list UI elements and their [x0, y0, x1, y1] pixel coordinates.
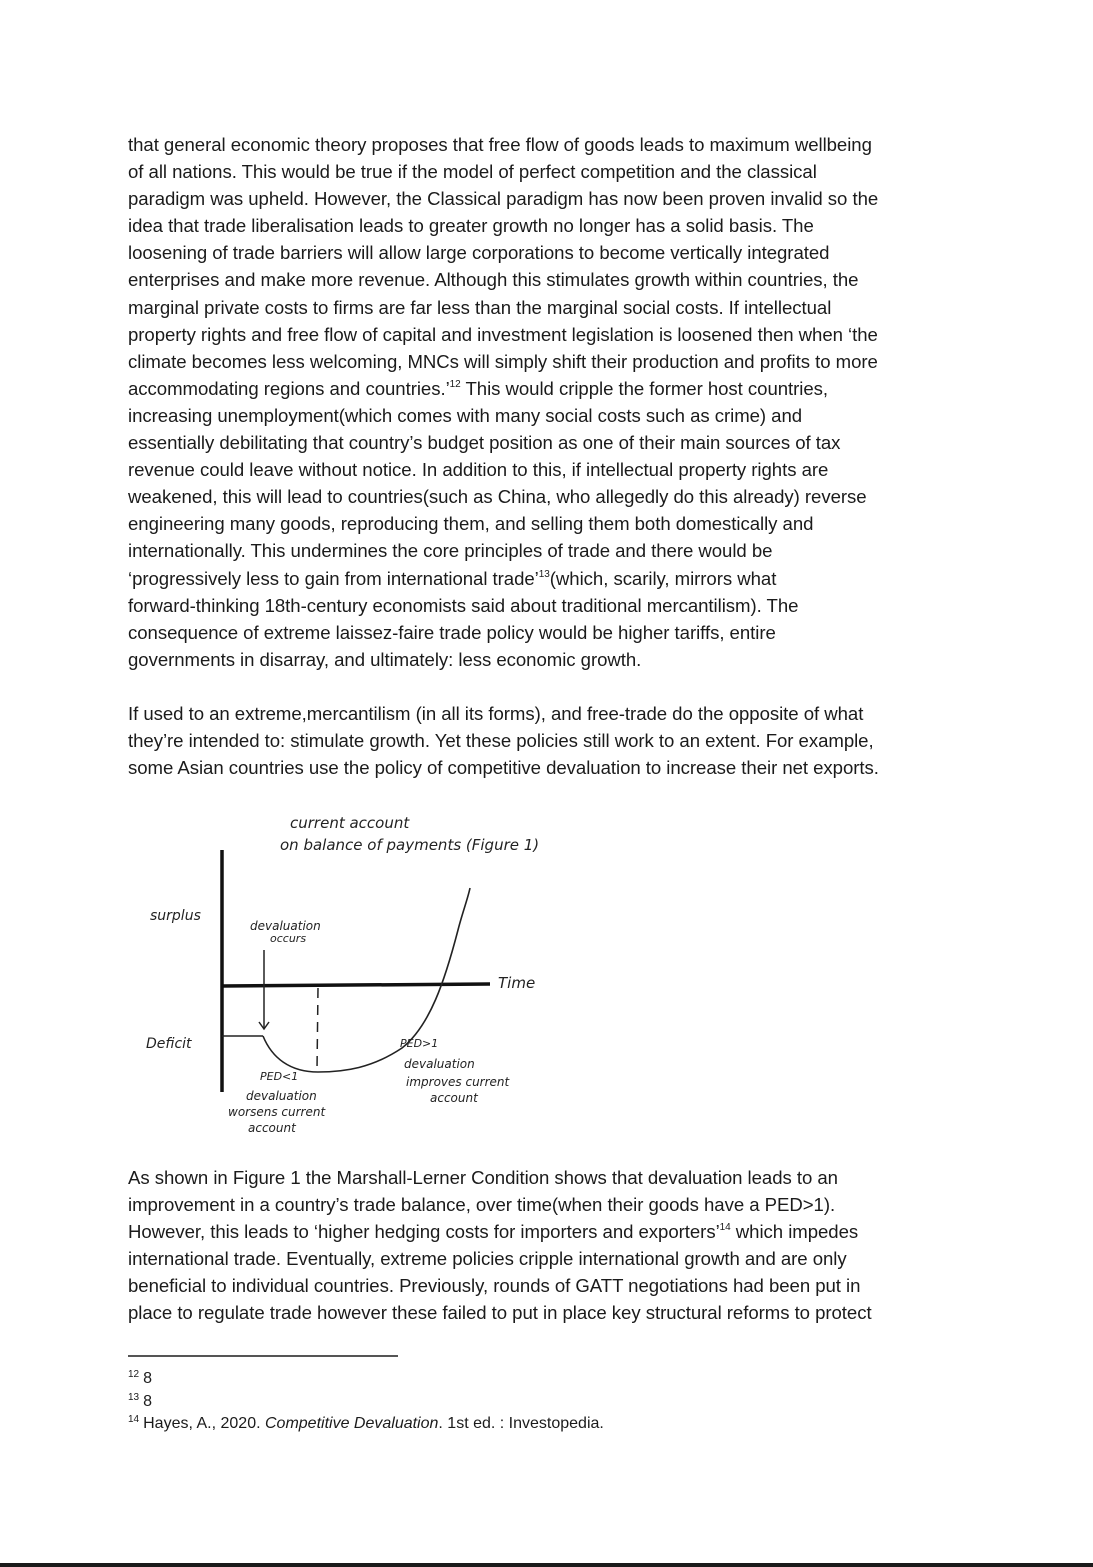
footnote-14: [128, 1411, 604, 1434]
text-line: international trade. Eventually, extreme policies cripple international growth and are only: [128, 1248, 847, 1270]
footnote-13: [128, 1389, 604, 1412]
label-right-line4: account: [430, 1091, 478, 1105]
text-line: they’re intended to: stimulate growth. Yet these policies still work to an extent. For example,: [128, 730, 874, 752]
x-axis-label: Time: [498, 974, 536, 992]
footnote-ref-14[interactable]: 14: [719, 1222, 731, 1234]
j-curve-line: [263, 888, 470, 1072]
footnote-number: 13: [128, 1391, 140, 1403]
dashed-divider: [317, 988, 318, 1070]
footnote-text: 8: [143, 1392, 153, 1410]
text-segment: accommodating regions and countries.’: [128, 377, 450, 399]
label-ped-greater-1: PED>1: [400, 1037, 439, 1050]
y-label-surplus: surplus: [150, 908, 201, 924]
x-axis-time: [222, 984, 490, 986]
text-line: beneficial to individual countries. Previously, rounds of GATT negotiations had been put in: [128, 1275, 861, 1297]
text-segment: This would cripple the former host countries,: [460, 377, 829, 399]
text-line: climate becomes less welcoming, MNCs will simply shift their production and profits to more: [128, 350, 878, 372]
text-line: some Asian countries use the policy of competitive devaluation to increase their net exports.: [128, 757, 879, 779]
paragraph-marshall-lerner: [128, 1164, 968, 1327]
footnote-author: Hayes, A., 2020.: [143, 1415, 265, 1432]
label-left-line2: devaluation: [246, 1089, 317, 1103]
text-line: property rights and free flow of capital and investment legislation is loosened then when ‘the: [128, 323, 878, 345]
paragraph-free-trade: [128, 131, 968, 673]
text-line: consequence of extreme laissez-faire trade policy would be higher tariffs, entire: [128, 621, 776, 643]
text-segment: However, this leads to ‘higher hedging costs for importers and exporters’: [128, 1221, 720, 1243]
footnote-rest: . 1st ed. : Investopedia.: [438, 1415, 604, 1432]
footnote-12: [128, 1366, 604, 1389]
footnote-ref-12[interactable]: 12: [449, 378, 461, 390]
text-line: As shown in Figure 1 the Marshall-Lerner Condition shows that devaluation leads to an: [128, 1167, 838, 1188]
footnote-number: 14: [128, 1414, 140, 1425]
text-line: forward-thinking 18th-century economists said about traditional mercantilism). The: [128, 594, 799, 616]
text-line: engineering many goods, reproducing them, and selling them both domestically and: [128, 513, 814, 535]
text-segment: which impedes: [730, 1221, 859, 1243]
text-line: internationally. This undermines the core principles of trade and there would be: [128, 540, 773, 562]
label-left-line4: account: [248, 1121, 296, 1135]
text-line: improvement in a country’s trade balance, over time(when their goods have a PED>1).: [128, 1194, 836, 1216]
figure-title-line2: on balance of payments (Figure 1): [280, 836, 540, 854]
text-segment: ‘progressively less to gain from international trade’: [128, 567, 539, 589]
text-segment: (which, scarily, mirrors what: [549, 567, 777, 589]
text-line: If used to an extreme,mercantilism (in all its forms), and free-trade do the opposite of what: [128, 703, 864, 724]
label-ped-less-1: PED<1: [260, 1070, 299, 1083]
label-right-line3: improves current: [406, 1075, 510, 1089]
footnote-number: 12: [128, 1369, 140, 1380]
text-line: [128, 375, 968, 402]
footnote-text: 8: [143, 1370, 153, 1387]
y-label-deficit: Deficit: [146, 1036, 192, 1052]
label-occurs: occurs: [270, 932, 307, 945]
text-line: loosening of trade barriers will allow large corporations to become vertically integrated: [128, 242, 830, 264]
text-line: enterprises and make more revenue. Although this stimulates growth within countries, the: [128, 269, 859, 291]
label-right-line2: devaluation: [404, 1057, 475, 1071]
text-line: increasing unemployment(which comes with many social costs such as crime) and: [128, 404, 803, 426]
footnotes: [128, 1366, 604, 1434]
text-line: marginal private costs to firms are far less than the marginal social costs. If intellectual: [128, 296, 832, 318]
text-line: [128, 565, 968, 592]
label-left-line3: worsens current: [228, 1105, 326, 1119]
figure-1-jcurve-diagram: [140, 810, 610, 1155]
text-line: [128, 1218, 968, 1245]
text-line: essentially debilitating that country’s budget position as one of their main sources of tax: [128, 432, 841, 454]
text-line: paradigm was upheld. However, the Classical paradigm has now been proven invalid so the: [128, 188, 879, 210]
figure-title-line1: current account: [290, 814, 410, 832]
text-line: revenue could leave without notice. In addition to this, if intellectual property rights are: [128, 459, 829, 481]
text-line: that general economic theory proposes that free flow of goods leads to maximum wellbeing: [128, 134, 872, 155]
text-line: place to regulate trade however these failed to put in place key structural reforms to protect: [128, 1302, 872, 1324]
text-line: governments in disarray, and ultimately: less economic growth.: [128, 648, 642, 670]
footnote-title: Competitive Devaluation: [264, 1415, 439, 1432]
label-devaluation: devaluation: [250, 919, 321, 933]
footnote-separator: [128, 1355, 398, 1357]
footnote-ref-13[interactable]: 13: [538, 568, 550, 580]
page-bottom-border: [0, 1563, 1093, 1567]
text-line: idea that trade liberalisation leads to greater growth no longer has a solid basis. The: [128, 215, 814, 237]
text-line: weakened, this will lead to countries(such as China, who allegedly do this already) reverse: [128, 486, 867, 508]
paragraph-mercantilism: [128, 700, 968, 781]
text-line: of all nations. This would be true if the model of perfect competition and the classical: [128, 161, 817, 183]
